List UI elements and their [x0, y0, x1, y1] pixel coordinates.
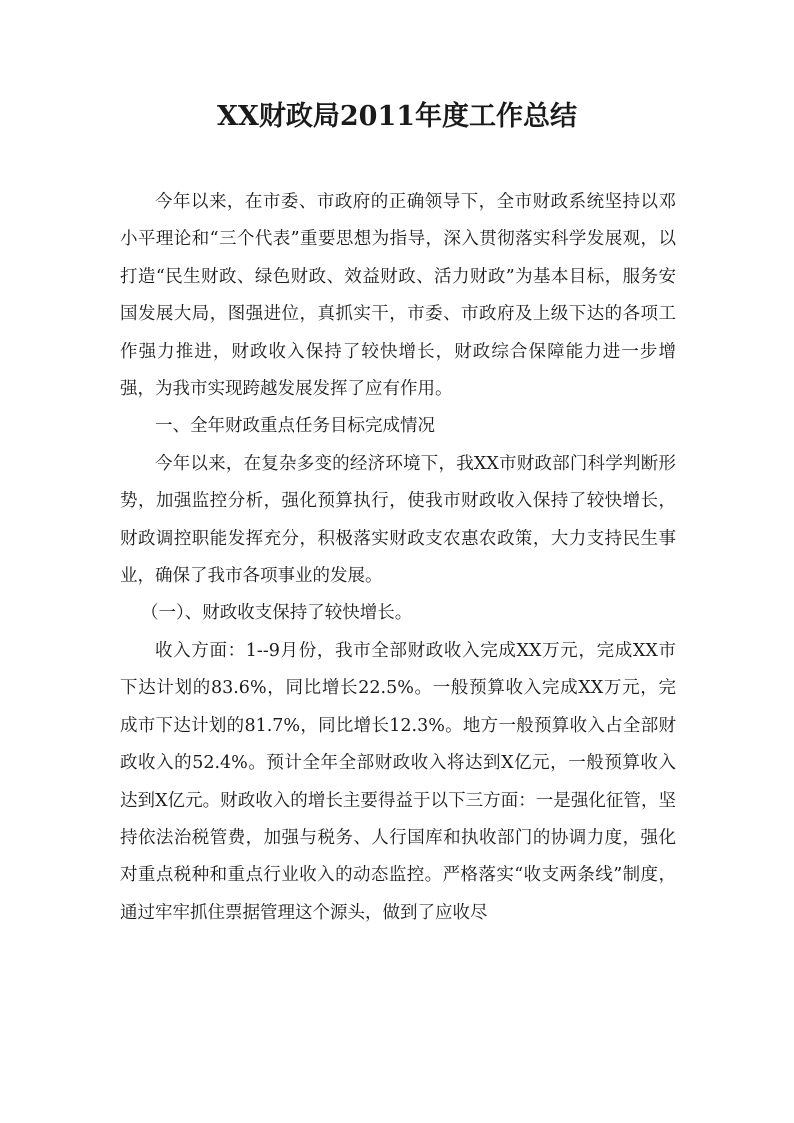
paragraph-revenue: 收入方面：1--9月份，我市全部财政收入完成XX万元，完成XX市下达计划的83.6%，同比增长22.5%。一般预算收入完成XX万元，完成市下达计划的81.7%，同比增长12.3%。地方一般预算收入占全部财政收入的52.4%。预计全年全部财政收入将达到X亿元，一般预算收入达到X亿元。财政收入的增长主要得益于以下三方面：一是强化征管，坚持依法治税管费，加强与税务、人行国库和执收部门的协调力度，强化对重点税种和重点行业收入的动态监控。严格落实“收支两条线”制度，通过牢牢抓住票据管理这个源头，做到了应收尽	[120, 640, 676, 923]
subsection-heading-1: （一）、财政收支保持了较快增长。	[141, 603, 413, 624]
document-title: XX财政局2011年度工作总结	[216, 101, 578, 132]
paragraph-section-1: 今年以来，在复杂多变的经济环境下，我XX市财政部门科学判断形势，加强监控分析，强化预算执行，使我市财政收入保持了较快增长，财政调控职能发挥充分，积极落实财政支农惠农政策，大力支持民生事业，确保了我市各项事业的发展。	[120, 453, 676, 587]
document-body	[120, 184, 676, 932]
section-heading-1: 一、全年财政重点任务目标完成情况	[155, 416, 435, 437]
paragraph-intro: 今年以来，在市委、市政府的正确领导下，全市财政系统坚持以邓小平理论和“三个代表”重要思想为指导，深入贯彻落实科学发展观，以打造“民生财政、绿色财政、效益财政、活力财政”为基本目标，服务安国发展大局，图强进位，真抓实干，市委、市政府及上级下达的各项工作强力推进，财政收入保持了较快增长，财政综合保障能力进一步增强，为我市实现跨越发展发挥了应有作用。	[120, 192, 676, 400]
